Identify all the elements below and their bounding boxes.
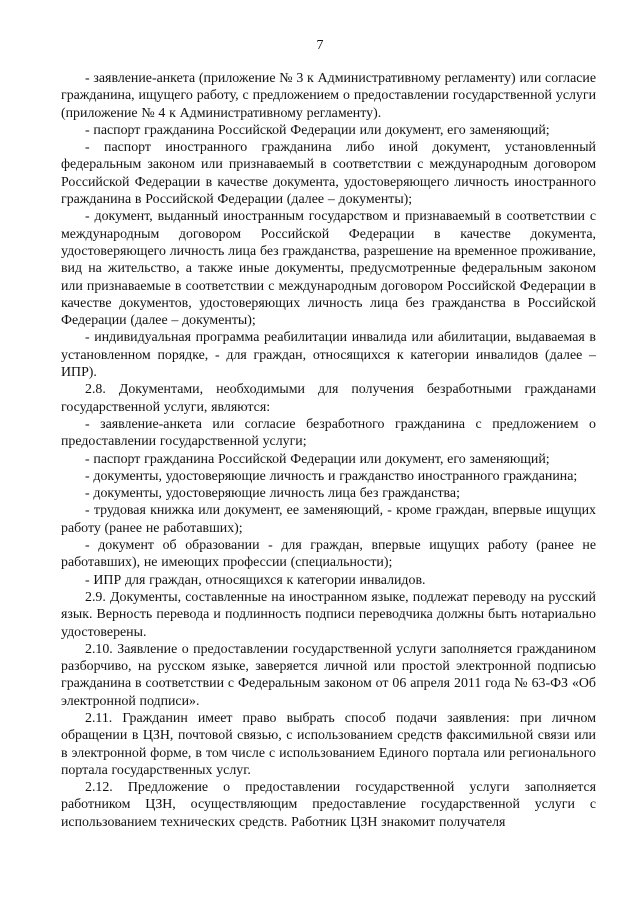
paragraph: 2.11. Гражданин имеет право выбрать способ подачи заявления: при личном обращении в ЦЗН, почтовой связью, с использованием средств факсимильной связи или в электронной форме, в том числе с использованием Единого портала или регионального портала государственных услуг. bbox=[61, 710, 596, 778]
paragraph: - заявление-анкета или согласие безработного гражданина с предложением о предоставлении государственной услуги; bbox=[61, 416, 596, 450]
paragraph: - паспорт гражданина Российской Федерации или документ, его заменяющий; bbox=[85, 451, 550, 467]
paragraph: 2.8. Документами, необходимыми для получения безработными гражданами государственной услуги, являются: bbox=[61, 382, 596, 415]
document-body bbox=[61, 70, 596, 831]
paragraph: - документы, удостоверяющие личность лица без гражданства; bbox=[85, 486, 460, 502]
paragraph: - паспорт гражданина Российской Федерации или документ, его заменяющий; bbox=[85, 122, 550, 138]
paragraph: - документы, удостоверяющие личность и гражданство иностранного гражданина; bbox=[85, 468, 578, 484]
paragraph: - ИПР для граждан, относящихся к категории инвалидов. bbox=[85, 572, 426, 588]
paragraph: 2.10. Заявление о предоставлении государственной услуги заполняется гражданином разборчиво, на русском языке, заверяется личной или простой электронной подписью гражданина в соответствии с Федеральным законом от 06 апреля 2011 года № 63-ФЗ «Об электронной подписи». bbox=[61, 641, 596, 709]
paragraph: - индивидуальная программа реабилитации инвалида или абилитации, выдаваемая в установленном порядке, - для граждан, относящихся к категории инвалидов (далее – ИПР). bbox=[61, 330, 596, 381]
paragraph: - заявление-анкета (приложение № 3 к Административному регламенту) или согласие гражданина, ищущего работу, с предложением о предоставлении государственной услуги (приложение № 4 к Административному регламенту). bbox=[61, 71, 596, 121]
paragraph: - трудовая книжка или документ, ее заменяющий, - кроме граждан, впервые ищущих работу (ранее не работавших); bbox=[61, 503, 596, 536]
paragraph: 2.9. Документы, составленные на иностранном языке, подлежат переводу на русский язык. Верность перевода и подлинность подписи переводчика должны быть нотариально удостоверены. bbox=[61, 589, 596, 640]
paragraph: - паспорт иностранного гражданина либо иной документ, установленный федеральным законом или признаваемый в соответствии с международным договором Российской Федерации в качестве документа, удостоверяющего личность иностранного гражданина в Российской Федерации (далее – документы); bbox=[61, 140, 596, 208]
paragraph: - документ об образовании - для граждан, впервые ищущих работу (ранее не работавших), не имеющих профессии (специальности); bbox=[61, 538, 596, 571]
page-number: 7 bbox=[316, 38, 324, 53]
paragraph: - документ, выданный иностранным государством и признаваемый в соответствии с международным договором Российской Федерации в качестве документа, удостоверяющего личность лица без гражданства, разрешение на временное проживание, вид на жительство, а также иные документы, предусмотренные федеральным законом или признаваемые в соответствии с международным договором Российской Федерации в качестве документов, удостоверяющих личность лица без гражданства в Российской Федерации (далее – документы); bbox=[61, 209, 596, 329]
paragraph: 2.12. Предложение о предоставлении государственной услуги заполняется работником ЦЗН, осуществляющим предоставление государственной услуги с использованием технических средств. Работник ЦЗН знакомит получателя bbox=[61, 780, 596, 830]
